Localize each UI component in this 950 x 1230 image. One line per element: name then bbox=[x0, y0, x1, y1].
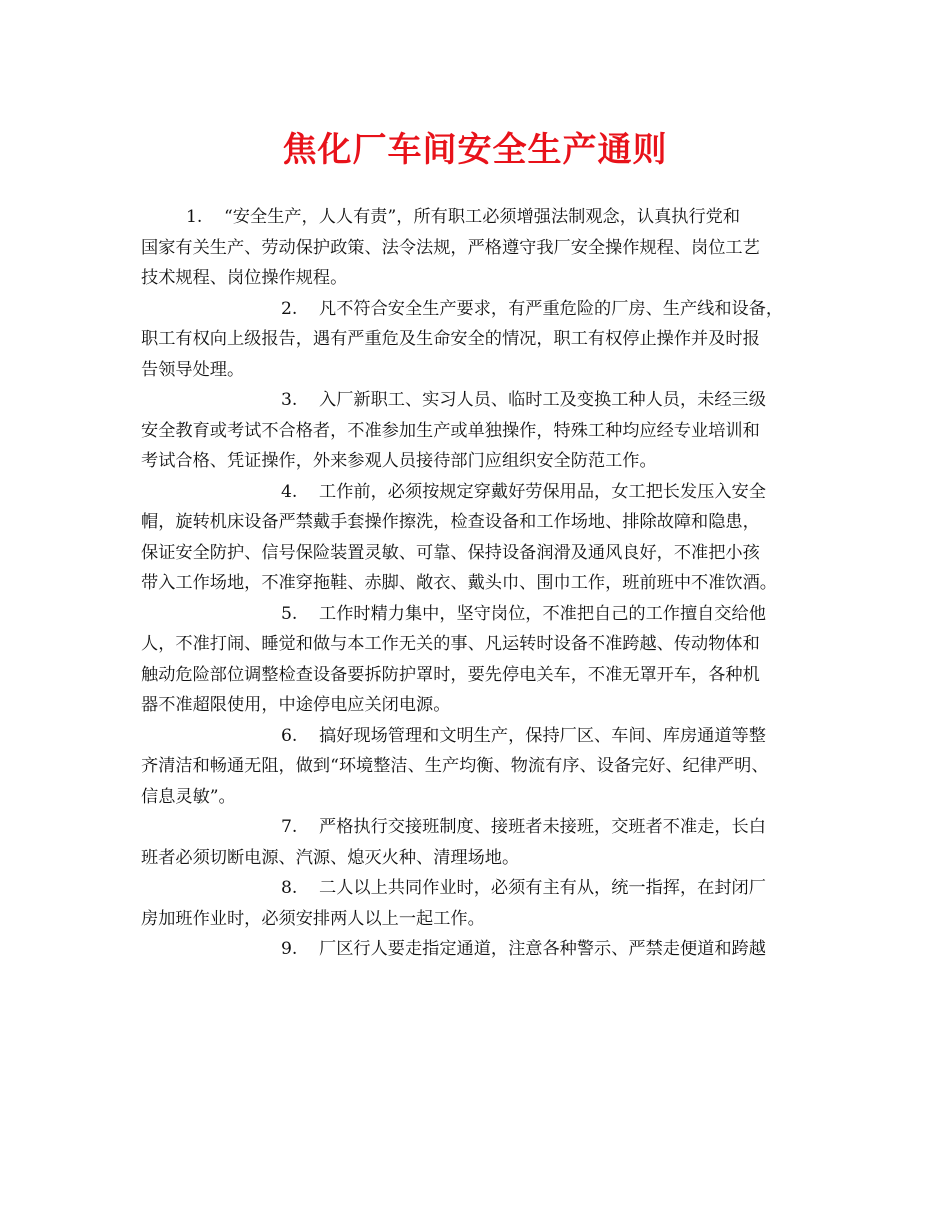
clause-first-line bbox=[141, 294, 831, 325]
clause-first-line bbox=[141, 934, 831, 965]
clause-first-line bbox=[141, 599, 831, 630]
clause-first-line bbox=[141, 873, 831, 904]
clause-text: 二人以上共同作业时，必须有主有从，统一指挥，在封闭厂 bbox=[319, 878, 766, 898]
clause-line: 带入工作场地，不准穿拖鞋、赤脚、敞衣、戴头巾、围巾工作，班前班中不准饮酒。 bbox=[141, 573, 777, 593]
document-body bbox=[141, 202, 831, 965]
clause-text: 入厂新职工、实习人员、临时工及变换工种人员，未经三级 bbox=[319, 390, 766, 410]
clause-first-line bbox=[141, 477, 831, 508]
clause-number: 5. bbox=[281, 603, 298, 624]
clause-line: 保证安全防护、信号保险装置灵敏、可靠、保持设备润滑及通风良好，不准把小孩 bbox=[141, 542, 760, 563]
clause-number: 6. bbox=[281, 725, 298, 746]
clause-number: 9. bbox=[281, 939, 298, 959]
clause-line: 信息灵敏”。 bbox=[141, 786, 236, 807]
clause-text: 厂区行人要走指定通道，注意各种警示、严禁走便道和跨越 bbox=[319, 939, 766, 959]
clause-line: 考试合格、凭证操作，外来参观人员接待部门应组织安全防范工作。 bbox=[141, 451, 657, 471]
clause-number: 1. bbox=[186, 207, 203, 227]
clause-text: 搞好现场管理和文明生产，保持厂区、车间、库房通道等整 bbox=[319, 725, 766, 746]
clause-first-line bbox=[141, 812, 831, 843]
clause-line: 国家有关生产、劳动保护政策、法令法规，严格遵守我厂安全操作规程、岗位工艺 bbox=[141, 237, 760, 258]
clause-line: 帽，旋转机床设备严禁戴手套操作擦洗，检查设备和工作场地、排除故障和隐患， bbox=[141, 512, 760, 532]
clause-line: 房加班作业时，必须安排两人以上一起工作。 bbox=[141, 908, 485, 929]
clause-first-line bbox=[141, 202, 831, 233]
page-title: 焦化厂车间安全生产通则 bbox=[282, 130, 668, 170]
clause-line: 班者必须切断电源、汽源、熄灭火种、清理场地。 bbox=[141, 847, 520, 868]
clause-line: 齐清洁和畅通无阻，做到“环境整洁、生产均衡、物流有序、设备完好、纪律严明、 bbox=[141, 756, 769, 776]
clause-line: 人，不准打闹、睡觉和做与本工作无关的事、凡运转时设备不准跨越、传动物体和 bbox=[141, 634, 760, 654]
clause-line: 触动危险部位调整检查设备要拆防护罩时，要先停电关车，不准无罩开车，各种机 bbox=[141, 664, 760, 685]
clause-first-line bbox=[141, 385, 831, 416]
clause-first-line bbox=[141, 721, 831, 752]
clause-line: 器不准超限使用，中途停电应关闭电源。 bbox=[141, 695, 451, 715]
clause-number: 3. bbox=[281, 390, 298, 410]
clause-number: 8. bbox=[281, 878, 298, 898]
clause-line: 技术规程、岗位操作规程。 bbox=[141, 268, 348, 288]
clause-number: 4. bbox=[281, 481, 298, 502]
clause-text: 严格执行交接班制度、接班者未接班，交班者不准走，长白 bbox=[319, 817, 766, 837]
clause-text: 工作前，必须按规定穿戴好劳保用品，女工把长发压入安全 bbox=[319, 481, 766, 502]
clause-line: 安全教育或考试不合格者，不准参加生产或单独操作，特殊工种均应经专业培训和 bbox=[141, 420, 760, 441]
clause-number: 2. bbox=[281, 298, 298, 319]
clause-text: “安全生产，人人有责”，所有职工必须增强法制观念，认真执行党和 bbox=[224, 207, 741, 227]
clause-line: 职工有权向上级报告，遇有严重危及生命安全的情况，职工有权停止操作并及时报 bbox=[141, 329, 760, 349]
clause-line: 告领导处理。 bbox=[141, 359, 245, 380]
clause-text: 凡不符合安全生产要求，有严重危险的厂房、生产线和设备， bbox=[319, 298, 784, 319]
clause-text: 工作时精力集中，坚守岗位，不准把自己的工作擅自交给他 bbox=[319, 603, 766, 624]
clause-number: 7. bbox=[281, 817, 298, 837]
